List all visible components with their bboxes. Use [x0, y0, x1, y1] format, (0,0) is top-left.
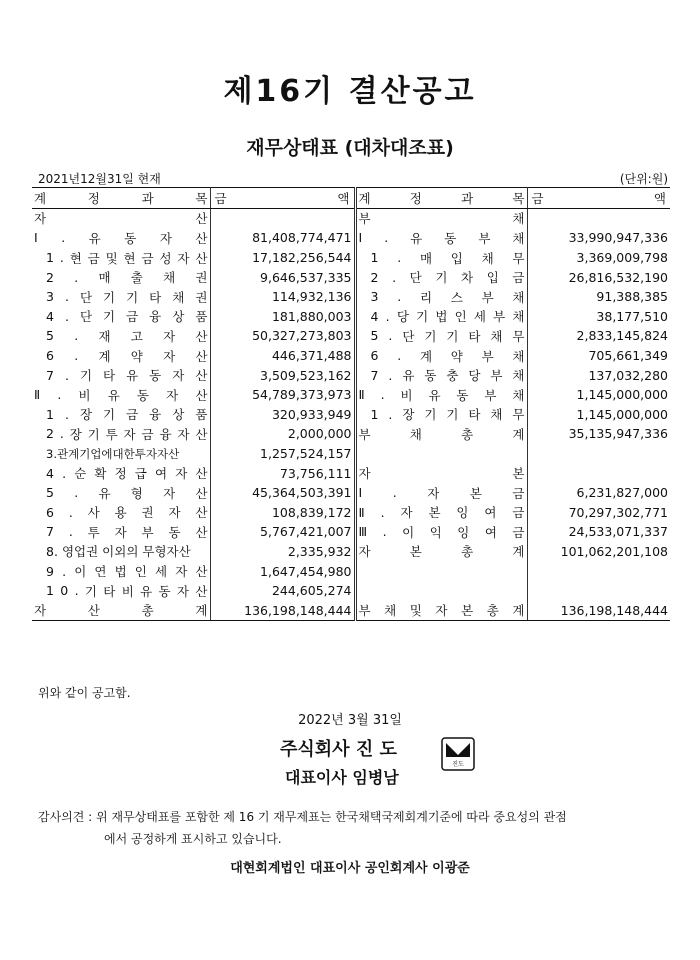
liability-equity-account-label-text: 3 . 리 스 부 채 — [370, 289, 525, 305]
asset-account-label-text: 4 . 순 확 정 급 여 자 산 — [46, 465, 208, 482]
asset-amount: 181,880,003 — [210, 307, 355, 327]
liability-equity-amount: 33,990,947,336 — [568, 230, 668, 246]
table-row — [32, 307, 670, 327]
notice-title: 제16기 결산공고 — [223, 74, 477, 109]
liability-equity-amount — [527, 444, 670, 464]
table-row — [32, 208, 670, 228]
asset-amount: 81,408,774,471 — [210, 228, 355, 248]
asset-account-label-text: 7 . 기 타 유 동 자 산 — [46, 367, 208, 384]
statement-title: 재무상태표 (대차대조표) — [246, 137, 454, 159]
table-row — [32, 483, 670, 503]
asset-account-label — [32, 326, 210, 346]
liability-equity-amount: 2,833,145,824 — [576, 328, 668, 344]
company-name: 주식회사 진 도 — [280, 739, 397, 760]
asset-amount: 108,839,172 — [210, 503, 355, 523]
liability-equity-amount: 705,661,349 — [588, 348, 668, 364]
asset-amount: 320,933,949 — [210, 405, 355, 425]
table-row — [32, 405, 670, 425]
unit-label: (단위:원) — [619, 172, 668, 186]
liability-equity-account-label — [355, 561, 527, 581]
asset-amount: 45,364,503,391 — [210, 483, 355, 503]
liability-equity-account-label-text: Ⅲ . 이 익 잉 여 금 — [358, 524, 525, 540]
liability-equity-account-label-text: 자 본 — [358, 466, 525, 482]
liability-equity-account-label-text: Ⅱ . 비 유 동 부 채 — [358, 387, 525, 403]
asset-amount: 17,182,256,544 — [210, 248, 355, 268]
asset-account-label-text: 자 산 — [34, 211, 208, 227]
liability-equity-account-label — [355, 542, 527, 562]
asset-account-label-text: 5 . 재 고 자 산 — [46, 328, 208, 344]
header-amount-left: 금 액 — [210, 188, 355, 209]
table-row — [32, 365, 670, 385]
liability-equity-account-label — [355, 326, 527, 346]
asset-amount: 2,000,000 — [210, 424, 355, 444]
asset-account-label — [32, 483, 210, 503]
liability-equity-account-label — [355, 287, 527, 307]
asset-account-label-text: 1 . 현 금 및 현 금 성 자 산 — [46, 250, 208, 266]
balance-sheet-table — [32, 187, 670, 621]
header-account-left: 계 정 과 목 — [32, 188, 210, 209]
company-seal-logo — [441, 737, 475, 771]
liability-equity-amount — [527, 561, 670, 581]
as-of-date: 2021년12월31일 현재 — [38, 172, 161, 186]
asset-account-label-text: 6 . 계 약 자 산 — [46, 348, 208, 364]
liability-equity-account-label — [355, 483, 527, 503]
liability-equity-amount: 1,145,000,000 — [576, 387, 668, 403]
asset-amount — [210, 208, 355, 228]
liability-equity-account-label — [355, 522, 527, 542]
asset-account-label — [32, 208, 210, 228]
asset-account-label-text: 3 . 단 기 기 타 채 권 — [46, 289, 208, 305]
liability-equity-account-label — [355, 424, 527, 444]
liability-equity-amount: 70,297,302,771 — [568, 504, 668, 520]
asset-account-label — [32, 581, 210, 601]
table-row — [32, 522, 670, 542]
liability-equity-account-label — [355, 405, 527, 425]
asset-account-label-text: 1 0 . 기 타 비 유 동 자 산 — [46, 583, 208, 599]
notice-statement: 위와 같이 공고함. — [38, 686, 131, 700]
liability-equity-amount: 101,062,201,108 — [560, 543, 668, 559]
liability-equity-account-label — [355, 346, 527, 366]
asset-account-label — [32, 542, 210, 562]
liability-equity-account-label — [355, 267, 527, 287]
asset-account-label-text: 4 . 단 기 금 융 상 품 — [46, 308, 208, 325]
liability-equity-account-label-text: 7 . 유 동 충 당 부 채 — [370, 367, 525, 384]
liability-equity-account-label — [355, 463, 527, 483]
asset-amount: 114,932,136 — [210, 287, 355, 307]
liability-equity-account-label-text: Ⅰ . 자 본 금 — [358, 485, 525, 501]
asset-account-label — [32, 287, 210, 307]
liability-equity-amount: 137,032,280 — [588, 367, 668, 383]
liability-equity-account-label-text: 4 . 당 기 법 인 세 부 채 — [370, 308, 525, 325]
asset-account-label-text: Ⅰ . 유 동 자 산 — [34, 230, 208, 246]
asset-account-label — [32, 424, 210, 444]
liability-equity-account-label — [355, 307, 527, 327]
asset-amount: 3,509,523,162 — [210, 365, 355, 385]
asset-account-label — [32, 503, 210, 523]
asset-account-label-text: 자 산 총 계 — [34, 603, 208, 619]
table-row — [32, 503, 670, 523]
asset-account-label — [32, 248, 210, 268]
liability-equity-account-label — [355, 228, 527, 248]
asset-amount: 2,335,932 — [210, 542, 355, 562]
table-row — [32, 424, 670, 444]
table-row — [32, 228, 670, 248]
table-row — [32, 267, 670, 287]
asset-amount: 136,198,148,444 — [210, 600, 355, 620]
liability-equity-account-label-text: 자 본 총 계 — [358, 544, 525, 560]
liability-equity-account-label — [355, 444, 527, 464]
liability-equity-amount: 136,198,148,444 — [527, 600, 670, 620]
asset-amount: 244,605,274 — [210, 581, 355, 601]
asset-account-label — [32, 405, 210, 425]
liability-equity-account-label-text: 1 . 매 입 채 무 — [370, 250, 525, 266]
ceo-name: 대표이사 임병남 — [285, 768, 399, 787]
asset-amount: 1,647,454,980 — [210, 561, 355, 581]
liability-equity-account-label-text: 5 . 단 기 기 타 채 무 — [370, 328, 525, 344]
liability-equity-account-label — [355, 248, 527, 268]
liability-equity-amount: 6,231,827,000 — [576, 485, 668, 501]
liability-equity-account-label-text: Ⅱ . 자 본 잉 여 금 — [358, 504, 525, 521]
table-row — [32, 287, 670, 307]
asset-account-label — [32, 307, 210, 327]
liability-equity-account-label — [355, 385, 527, 405]
liability-equity-account-label — [355, 503, 527, 523]
table-row — [32, 346, 670, 366]
asset-account-label — [32, 346, 210, 366]
asset-account-label — [32, 522, 210, 542]
liability-equity-account-label — [355, 581, 527, 601]
asset-account-label — [32, 267, 210, 287]
asset-account-label-text: 2 . 장 기 투 자 금 융 자 산 — [46, 426, 208, 442]
table-row — [32, 385, 670, 405]
liability-equity-amount — [527, 208, 670, 228]
liability-equity-amount: 3,369,009,798 — [576, 250, 668, 266]
asset-amount: 73,756,111 — [210, 463, 355, 483]
liability-equity-account-label-text: 부 채 총 계 — [358, 426, 525, 442]
liability-equity-amount: 35,135,947,336 — [568, 426, 668, 442]
asset-account-label-text: 2 . 매 출 채 권 — [46, 269, 208, 286]
asset-account-label-text: 9 . 이 연 법 인 세 자 산 — [46, 563, 208, 580]
logo-text: 진도 — [452, 761, 464, 768]
liability-equity-account-label-text: 2 . 단 기 차 입 금 — [370, 269, 525, 286]
table-row — [32, 600, 670, 620]
asset-account-label — [32, 228, 210, 248]
asset-account-label-text: 3 . 관 계 기 업 에 대 한 투 자 자 산 — [46, 446, 180, 461]
liability-equity-account-label-text: 부 채 — [358, 211, 525, 227]
audit-opinion-line-1: 감사의견 : 위 재무상태표를 포함한 제 16 기 재무제표는 한국채택국제회계기준에 따라 중요성의 관점 — [38, 810, 567, 824]
table-row — [32, 542, 670, 562]
asset-amount: 50,327,273,803 — [210, 326, 355, 346]
liability-equity-account-label-text: Ⅰ . 유 동 부 채 — [358, 230, 525, 246]
liability-equity-account-label-text: 부 채 및 자 본 총 계 — [358, 603, 525, 619]
asset-amount: 1,257,524,157 — [210, 444, 355, 464]
header-amount-right: 금 액 — [527, 188, 670, 209]
asset-account-label-text: 7 . 투 자 부 동 산 — [46, 524, 208, 540]
table-row — [32, 326, 670, 346]
liability-equity-amount — [527, 581, 670, 601]
asset-amount: 54,789,373,973 — [210, 385, 355, 405]
header-account-right: 계 정 과 목 — [355, 188, 527, 209]
asset-account-label — [32, 600, 210, 620]
asset-account-label — [32, 561, 210, 581]
asset-account-label-text: 8. 영업권 이외의 무형자산 — [46, 543, 191, 560]
table-row — [32, 561, 670, 581]
asset-account-label — [32, 463, 210, 483]
asset-amount: 5,767,421,007 — [210, 522, 355, 542]
asset-account-label — [32, 444, 210, 464]
asset-amount: 446,371,488 — [210, 346, 355, 366]
liability-equity-amount: 26,816,532,190 — [568, 269, 668, 285]
table-row — [32, 463, 670, 483]
liability-equity-amount: 91,388,385 — [596, 289, 668, 305]
asset-account-label — [32, 385, 210, 405]
table-row — [32, 581, 670, 601]
liability-equity-account-label — [355, 365, 527, 385]
audit-opinion-line-2: 에서 공정하게 표시하고 있습니다. — [104, 832, 282, 846]
asset-account-label-text: 6 . 사 용 권 자 산 — [46, 504, 208, 521]
liability-equity-amount: 38,177,510 — [596, 308, 668, 324]
asset-account-label-text: 1 . 장 기 금 융 상 품 — [46, 406, 208, 423]
liability-equity-account-label-text: 1 . 장 기 기 타 채 무 — [370, 406, 525, 423]
asset-account-label-text: Ⅱ . 비 유 동 자 산 — [34, 387, 208, 403]
liability-equity-account-label-text: 6 . 계 약 부 채 — [370, 348, 525, 364]
table-header-row — [32, 188, 670, 209]
liability-equity-account-label — [355, 600, 527, 620]
liability-equity-amount: 1,145,000,000 — [576, 406, 668, 422]
asset-account-label-text: 5 . 유 형 자 산 — [46, 485, 208, 501]
liability-equity-amount: 24,533,071,337 — [568, 524, 668, 540]
table-row — [32, 248, 670, 268]
liability-equity-amount — [527, 463, 670, 483]
liability-equity-account-label — [355, 208, 527, 228]
table-row — [32, 444, 670, 464]
publication-date: 2022년 3월 31일 — [298, 713, 402, 728]
auditor-signature: 대현회계법인 대표이사 공인회계사 이광준 — [230, 861, 470, 876]
asset-account-label — [32, 365, 210, 385]
asset-amount: 9,646,537,335 — [210, 267, 355, 287]
